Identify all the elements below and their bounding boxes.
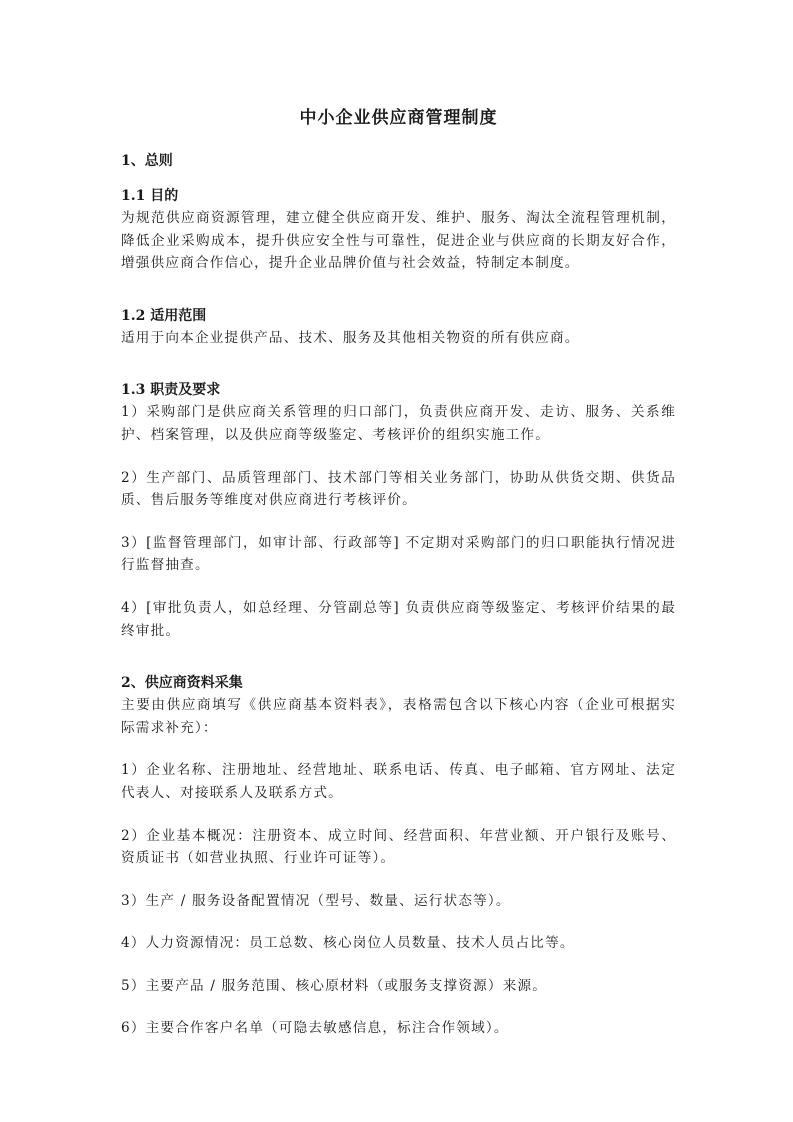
section-1-1-heading: 1.1 目的 — [121, 188, 179, 204]
responsibility-item-1: 1）采购部门是供应商关系管理的归口部门，负责供应商开发、走访、服务、关系维护、档案管理，以及供应商等级鉴定、考核评价的组织实施工作。 — [121, 404, 676, 443]
profile-item-3: 3）生产 / 服务设备配置情况（型号、数量、运行状态等）。 — [121, 892, 511, 909]
profile-item-6: 6）主要合作客户名单（可隐去敏感信息，标注合作领域）。 — [121, 1020, 509, 1037]
responsibility-item-3: 3）[监督管理部门，如审计部、行政部等] 不定期对采购部门的归口职能执行情况进行监督抽查。 — [121, 534, 676, 574]
profile-item-5: 5）主要产品 / 服务范围、核心原材料（或服务支撑资源）来源。 — [121, 977, 548, 994]
section-1-3-heading: 1.3 职责及要求 — [121, 382, 221, 399]
responsibility-item-2: 2）生产部门、品质管理部门、技术部门等相关业务部门，协助从供货交期、供货品质、售后服务等维度对供应商进行考核评价。 — [121, 469, 676, 509]
section-1-heading: 1、总则 — [121, 153, 173, 169]
responsibility-item-4: 4）[审批负责人，如总经理、分管副总等] 负责供应商等级鉴定、考核评价结果的最终审批。 — [121, 599, 676, 639]
document-body — [121, 104, 676, 1040]
document-title: 中小企业供应商管理制度 — [299, 108, 498, 128]
profile-item-2: 2）企业基本概况：注册资本、成立时间、经营面积、年营业额、开户银行及账号、资质证书（如营业执照、行业许可证等）。 — [121, 827, 676, 867]
section-2-intro: 主要由供应商填写《供应商基本资料表》，表格需包含以下核心内容（企业可根据实际需求补充）： — [121, 697, 676, 736]
section-1-1-body: 为规范供应商资源管理，建立健全供应商开发、维护、服务、淘汰全流程管理机制，降低企业采购成本，提升供应安全性与可靠性，促进企业与供应商的长期友好合作，增强供应商合作信心，提升企业品牌价值与社会效益，特制定本制度。 — [121, 210, 676, 272]
section-1-2-body: 适用于向本企业提供产品、技术、服务及其他相关物资的所有供应商。 — [121, 329, 580, 346]
profile-item-1: 1）企业名称、注册地址、经营地址、联系电话、传真、电子邮箱、官方网址、法定代表人、对接联系人及联系方式。 — [121, 762, 676, 801]
profile-item-4: 4）人力资源情况：员工总数、核心岗位人员数量、技术人员占比等。 — [121, 935, 575, 952]
section-1-2-heading: 1.2 适用范围 — [121, 307, 207, 324]
section-2-heading: 2、供应商资料采集 — [121, 675, 243, 692]
